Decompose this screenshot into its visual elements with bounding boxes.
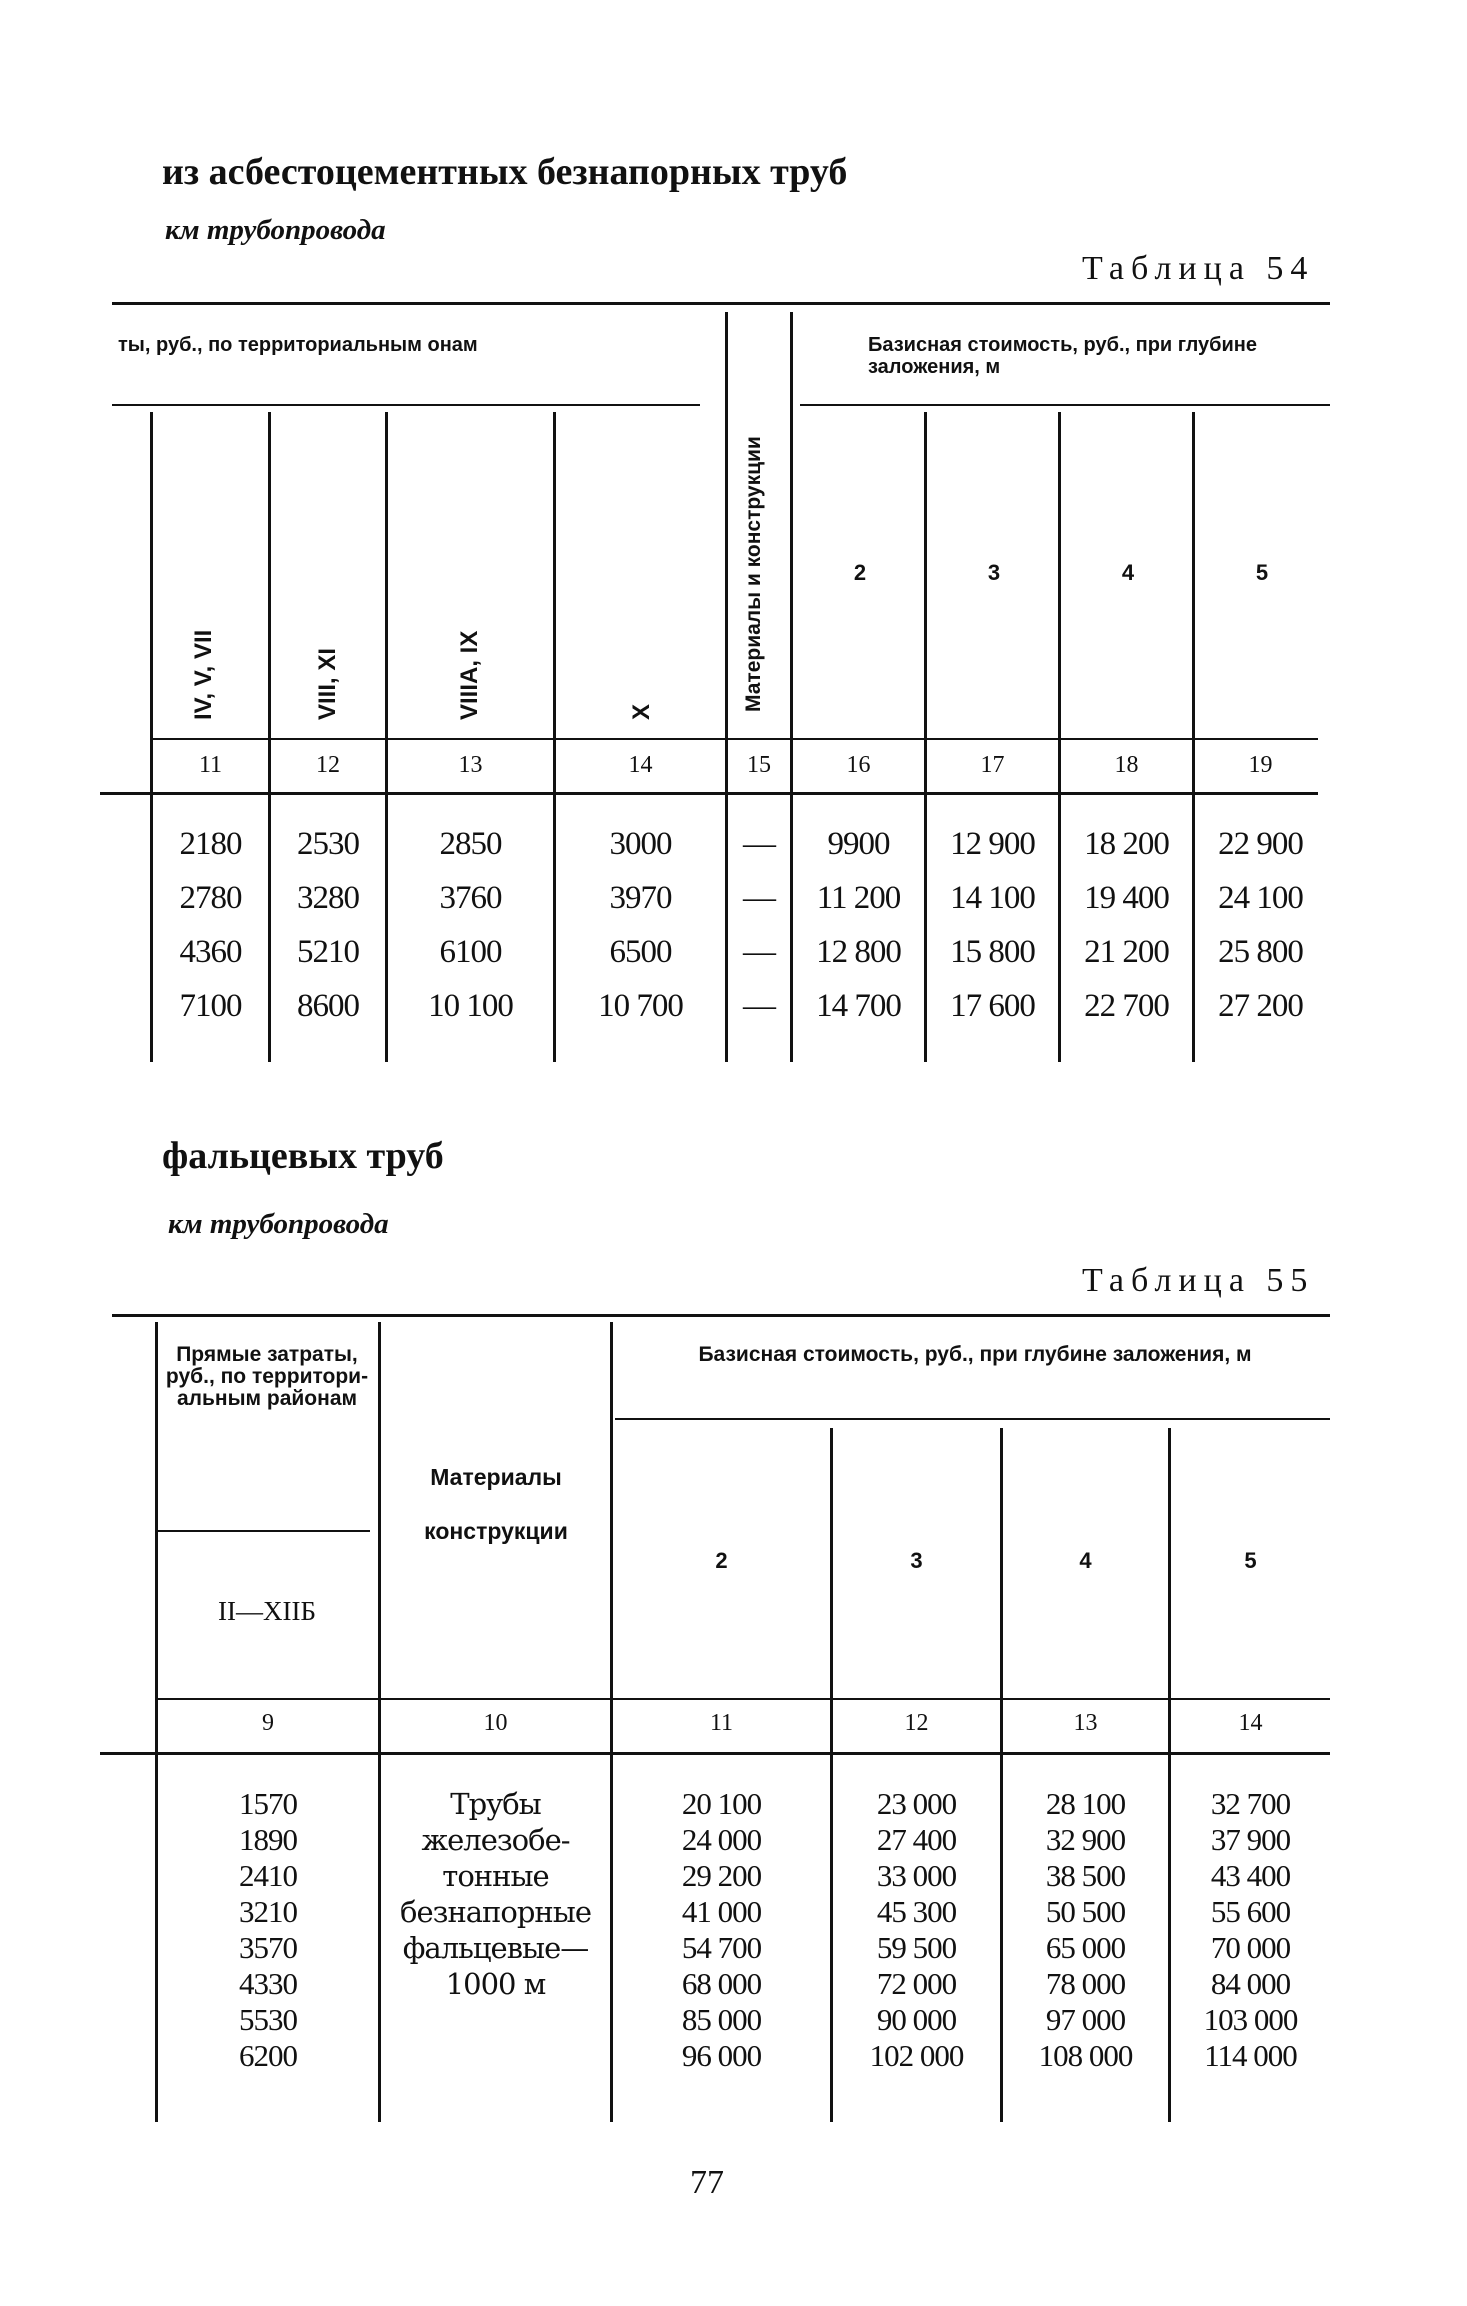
section-2-title: фальцевых труб	[162, 1135, 444, 1177]
list-item: 108 000	[1038, 2038, 1133, 2073]
table-55-label: Таблица 55	[1082, 1262, 1315, 1299]
col-number-13b: 13	[1073, 1710, 1098, 1736]
table-cell: 2780	[179, 880, 242, 916]
table-cell: —	[743, 880, 775, 916]
col-number-19: 19	[1248, 752, 1273, 778]
list-item: безнапорные	[400, 1895, 591, 1929]
table-cell: 2180	[179, 826, 242, 862]
list-item: 96 000	[681, 2038, 762, 2073]
list-item: фальцевые—	[402, 1931, 589, 1965]
col-number-9: 9	[262, 1710, 274, 1736]
list-item: 54 700	[681, 1930, 762, 1965]
depth-header-5: 5	[1255, 560, 1269, 585]
list-item: 78 000	[1045, 1966, 1126, 2001]
table-54-materials-header: Материалы и конструкции	[742, 436, 765, 712]
table-cell: 17 600	[950, 988, 1035, 1024]
table-55-depth-header-5: 5	[1244, 1548, 1257, 1573]
col-number-14: 14	[628, 752, 653, 778]
table-cell: 8600	[297, 988, 359, 1024]
table-55-cost-rule	[615, 1418, 1330, 1420]
table-cell: 6500	[609, 934, 672, 970]
list-item: железобе-	[421, 1823, 570, 1857]
list-item: 5530	[239, 2002, 297, 2037]
table-cell: 2850	[439, 826, 502, 862]
list-item: 70 000	[1210, 1930, 1291, 1965]
list-item: Трубы	[450, 1787, 541, 1821]
region-header-3: VIIIA, IX	[456, 630, 483, 720]
list-item: тонные	[442, 1859, 549, 1893]
col-number-13: 13	[458, 752, 483, 778]
table-55-body-rule	[100, 1752, 1330, 1755]
list-item: 84 000	[1210, 1966, 1291, 2001]
list-item: 3210	[239, 1894, 297, 1929]
list-item: 68 000	[681, 1966, 762, 2001]
table-cell: 10 100	[428, 988, 513, 1024]
direct-costs-column	[158, 1786, 378, 2074]
list-item: 32 700	[1210, 1786, 1291, 1821]
depth-header-3: 3	[987, 560, 1001, 585]
depth-2-column	[613, 1786, 830, 2074]
table-cell: 24 100	[1218, 880, 1303, 916]
list-item: 50 500	[1045, 1894, 1126, 1929]
list-item: 90 000	[876, 2002, 957, 2037]
table-cell: 15 800	[950, 934, 1035, 970]
list-item: 1570	[239, 1786, 297, 1821]
table-cell: 6100	[439, 934, 502, 970]
list-item: 29 200	[681, 1858, 762, 1893]
list-item: 103 000	[1203, 2002, 1298, 2037]
table-cell: 9900	[827, 826, 890, 862]
col-number-11: 11	[198, 752, 223, 778]
list-item: 4330	[239, 1966, 297, 2001]
list-item: 45 300	[876, 1894, 957, 1929]
table-cell: —	[743, 826, 775, 862]
table-cell: 22 900	[1218, 826, 1303, 862]
depth-header-4: 4	[1121, 560, 1135, 585]
col-number-16: 16	[846, 752, 871, 778]
table-55-depth-header-3: 3	[910, 1548, 923, 1573]
table-cell: 12 900	[950, 826, 1035, 862]
table-cell: 18 200	[1084, 826, 1169, 862]
list-item: 59 500	[876, 1930, 957, 1965]
list-item: 43 400	[1210, 1858, 1291, 1893]
table-54-top-rule	[112, 302, 1330, 305]
section-2-subtitle: км трубопровода	[168, 1208, 389, 1240]
table-cell: —	[743, 988, 775, 1024]
depth-4-column	[1003, 1786, 1168, 2074]
list-item: 27 400	[876, 1822, 957, 1857]
section-1-subtitle: км трубопровода	[165, 214, 386, 246]
table-cell: 10 700	[598, 988, 683, 1024]
table-54-cost-rule	[800, 404, 1330, 406]
table-55-region-header: II—XIIБ	[218, 1596, 316, 1626]
table-cell: 3280	[297, 880, 359, 916]
table-cell: 14 700	[816, 988, 901, 1024]
depth-header-2: 2	[853, 560, 867, 585]
table-55-top-rule	[112, 1314, 1330, 1317]
table-55-colnum-top-rule	[158, 1698, 1330, 1700]
col-number-15: 15	[747, 752, 771, 778]
table-cell: 2530	[297, 826, 359, 862]
table-cell: 11 200	[816, 880, 901, 916]
table-cell: 3000	[609, 826, 672, 862]
list-item: 114 000	[1204, 2038, 1297, 2073]
table-55-materials-header-1: Материалы	[430, 1464, 562, 1490]
list-item: 55 600	[1210, 1894, 1291, 1929]
table-cell: 3970	[609, 880, 672, 916]
col-number-18: 18	[1114, 752, 1139, 778]
col-number-12b: 12	[904, 1710, 929, 1736]
list-item: 2410	[239, 1858, 297, 1893]
depth-3-column	[833, 1786, 1000, 2074]
list-item: 23 000	[876, 1786, 957, 1821]
list-item: 72 000	[876, 1966, 957, 2001]
table-55-cost-header: Базисная стоимость, руб., при глубине заложения, м	[698, 1343, 1252, 1366]
list-item: 65 000	[1045, 1930, 1126, 1965]
table-cell: 7100	[179, 988, 242, 1024]
table-cell: 5210	[297, 934, 359, 970]
list-item: 32 900	[1045, 1822, 1126, 1857]
table-54-label: Таблица 54	[1082, 250, 1315, 287]
list-item: 85 000	[681, 2002, 762, 2037]
depth-5-column	[1171, 1786, 1330, 2074]
list-item: 33 000	[876, 1858, 957, 1893]
region-header-2: VIII, XI	[314, 647, 341, 720]
materials-column	[381, 1786, 610, 2002]
table-cell: 22 700	[1084, 988, 1169, 1024]
table-54-body-rule	[100, 792, 1318, 795]
col-number-10: 10	[483, 1710, 508, 1736]
col-number-12: 12	[316, 752, 340, 778]
list-item: 1000 м	[445, 1967, 546, 2001]
table-cell: —	[743, 934, 775, 970]
table-55-direct-rule	[158, 1530, 370, 1532]
list-item: 97 000	[1045, 2002, 1126, 2037]
table-cell: 3760	[439, 880, 502, 916]
table-54-colnum-top-rule	[150, 738, 1318, 740]
list-item: 20 100	[681, 1786, 762, 1821]
table-54-cost-header: Базисная стоимость, руб., при глубине заложения, м	[868, 334, 1258, 378]
list-item: 102 000	[869, 2038, 964, 2073]
table-cell: 19 400	[1084, 880, 1169, 916]
col-number-17: 17	[980, 752, 1005, 778]
table-cell: 14 100	[950, 880, 1035, 916]
table-cell: 27 200	[1218, 988, 1303, 1024]
table-55-materials-header-2: конструкции	[424, 1518, 568, 1544]
list-item: 38 500	[1045, 1858, 1126, 1893]
list-item: 41 000	[681, 1894, 762, 1929]
table-55-depth-header-2: 2	[715, 1548, 728, 1573]
section-1-title: из асбестоцементных безнапорных труб	[162, 151, 848, 193]
table-cell: 25 800	[1218, 934, 1303, 970]
list-item: 37 900	[1210, 1822, 1291, 1857]
list-item: 6200	[239, 2038, 297, 2073]
table-cell: 12 800	[816, 934, 901, 970]
region-header-1: IV, V, VII	[190, 629, 217, 720]
table-54-regions-rule	[112, 404, 700, 406]
table-54-regions-header: ты, руб., по территориальным онам	[118, 334, 478, 356]
list-item: 3570	[239, 1930, 297, 1965]
list-item: 24 000	[681, 1822, 762, 1857]
region-header-4: X	[628, 703, 655, 720]
table-cell: 4360	[179, 934, 242, 970]
col-number-14b: 14	[1238, 1710, 1263, 1736]
page-number: 77	[690, 2164, 724, 2201]
table-55-depth-header-4: 4	[1079, 1548, 1092, 1573]
list-item: 1890	[239, 1822, 297, 1857]
list-item: 28 100	[1045, 1786, 1126, 1821]
table-55-direct-header: Прямые затраты, руб., по территори-альным районам	[165, 1343, 369, 1410]
col-number-11b: 11	[709, 1710, 734, 1736]
table-cell: 21 200	[1084, 934, 1169, 970]
